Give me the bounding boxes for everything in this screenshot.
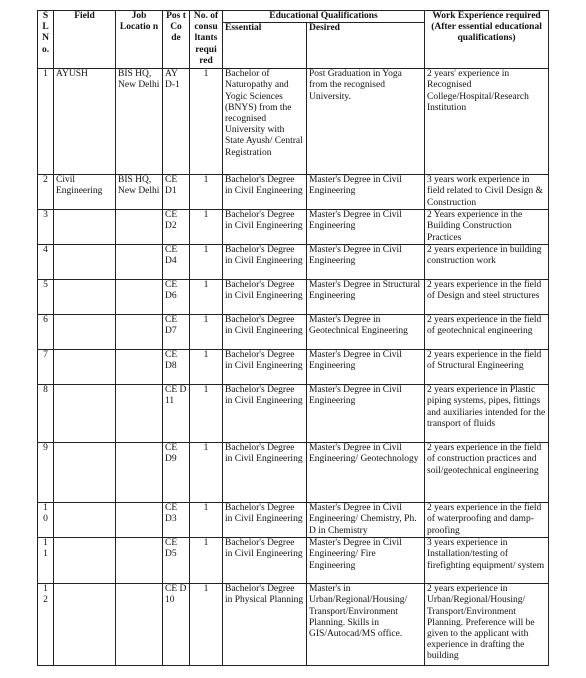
row-field [54, 350, 116, 385]
row-post: CE D4 [163, 245, 190, 280]
row-experience: 2 years experience in the field of Design and steel structures [425, 280, 549, 315]
table-row [38, 245, 549, 280]
row-essential: Bachelor's Degree in Civil Engineering [223, 315, 307, 350]
row-count: 1 [190, 210, 223, 245]
row-field [54, 584, 116, 666]
header-edu-qual: Educational Qualifications [223, 11, 425, 23]
row-count: 1 [190, 385, 223, 443]
row-count: 1 [190, 280, 223, 315]
row-experience: 2 years experience in the field of geotechnical engineering [425, 315, 549, 350]
row-location [116, 245, 163, 280]
header-work-exp: Work Experience required (After essential educational qualifications) [425, 11, 549, 69]
row-location [116, 443, 163, 503]
table-row [38, 443, 549, 503]
row-count: 1 [190, 175, 223, 210]
row-post: CE D2 [163, 210, 190, 245]
row-desired: Master's Degree in Civil Engineering [307, 175, 425, 210]
row-post: AY D-1 [163, 69, 190, 175]
row-count: 1 [190, 538, 223, 584]
row-essential: Bachelor's Degree in Civil Engineering [223, 385, 307, 443]
row-essential: Bachelor's Degree in Civil Engineering [223, 245, 307, 280]
row-desired: Master's Degree in Civil Engineering [307, 350, 425, 385]
row-count: 1 [190, 443, 223, 503]
row-experience: 2 years experience in the field of Structural Engineering [425, 350, 549, 385]
row-post: CE D 11 [163, 385, 190, 443]
row-experience: 2 years experience in building construction work [425, 245, 549, 280]
table-row [38, 584, 549, 666]
row-sno: 8 [38, 385, 54, 443]
header-essential: Essential [223, 23, 307, 69]
row-sno: 2 [38, 175, 54, 210]
row-sno: 5 [38, 280, 54, 315]
table-row [38, 315, 549, 350]
row-essential: Bachelor's Degree in Civil Engineering [223, 538, 307, 584]
row-essential: Bachelor of Naturopathy and Yogic Sciences (BNYS) from the recognised University with State Ayush/ Central Registration [223, 69, 307, 175]
table-row [38, 280, 549, 315]
row-sno: 9 [38, 443, 54, 503]
row-count: 1 [190, 69, 223, 175]
row-experience: 2 years' experience in Recognised College/Hospital/Research Institution [425, 69, 549, 175]
row-location [116, 350, 163, 385]
row-field [54, 385, 116, 443]
row-sno: 7 [38, 350, 54, 385]
row-post: CE D3 [163, 503, 190, 538]
row-location [116, 280, 163, 315]
row-sno: 1 1 [38, 538, 54, 584]
row-field [54, 315, 116, 350]
row-desired: Master's in Urban/Regional/Housing/ Transport/Environment Planning. Skills in GIS/Autocad/MS office. [307, 584, 425, 666]
row-count: 1 [190, 584, 223, 666]
table-row [38, 210, 549, 245]
row-essential: Bachelor's Degree in Civil Engineering [223, 443, 307, 503]
row-desired: Master's Degree in Geotechnical Engineering [307, 315, 425, 350]
row-sno: 1 [38, 69, 54, 175]
row-post: CE D8 [163, 350, 190, 385]
row-count: 1 [190, 245, 223, 280]
row-desired: Master's Degree in Civil Engineering/ Chemistry, Ph. D in Chemistry [307, 503, 425, 538]
row-post: CE D1 [163, 175, 190, 210]
row-desired: Post Graduation in Yoga from the recognised University. [307, 69, 425, 175]
row-sno: 4 [38, 245, 54, 280]
row-essential: Bachelor's Degree in Civil Engineering [223, 280, 307, 315]
row-experience: 3 years work experience in field related to Civil Design & Construction [425, 175, 549, 210]
row-field [54, 280, 116, 315]
row-experience: 2 Years experience in the Building Construction Practices [425, 210, 549, 245]
table-row [38, 538, 549, 584]
row-desired: Master's Degree in Civil Engineering [307, 245, 425, 280]
row-desired: Master's Degree in Civil Engineering [307, 210, 425, 245]
row-location [116, 385, 163, 443]
row-field: Civil Engineering [54, 175, 116, 210]
row-experience: 3 years experience in Installation/testing of firefighting equipment/ system [425, 538, 549, 584]
row-location: BIS HQ, New Delhi [116, 69, 163, 175]
row-location [116, 210, 163, 245]
row-desired: Master's Degree in Civil Engineering [307, 385, 425, 443]
row-field [54, 443, 116, 503]
row-field [54, 538, 116, 584]
row-post: CE D7 [163, 315, 190, 350]
table-row [38, 175, 549, 210]
header-field: Field [54, 11, 116, 69]
row-sno: 1 0 [38, 503, 54, 538]
table-row [38, 69, 549, 175]
table-row [38, 385, 549, 443]
row-location: BIS HQ, New Delhi [116, 175, 163, 210]
row-sno: 6 [38, 315, 54, 350]
row-location [116, 538, 163, 584]
row-field [54, 210, 116, 245]
row-count: 1 [190, 350, 223, 385]
row-field [54, 245, 116, 280]
row-count: 1 [190, 315, 223, 350]
table-row [38, 503, 549, 538]
table-row [38, 350, 549, 385]
header-sno: S L N o. [38, 11, 54, 69]
row-location [116, 503, 163, 538]
header-job-location: Job Locatio n [116, 11, 163, 69]
row-location [116, 584, 163, 666]
qualification-table [37, 10, 549, 666]
row-essential: Bachelor's Degree in Civil Engineering [223, 175, 307, 210]
row-sno: 1 2 [38, 584, 54, 666]
row-location [116, 315, 163, 350]
row-post: CE D9 [163, 443, 190, 503]
row-essential: Bachelor's Degree in Civil Engineering [223, 210, 307, 245]
row-post: CE D 10 [163, 584, 190, 666]
row-essential: Bachelor's Degree in Civil Engineering [223, 350, 307, 385]
row-experience: 2 years experience in Plastic piping systems, pipes, fittings and auxiliaries intended for the transport of fluids [425, 385, 549, 443]
header-consultants: No. of consu ltants requi red [190, 11, 223, 69]
row-sno: 3 [38, 210, 54, 245]
row-experience: 2 years experience in the field of waterproofing and damp-proofing [425, 503, 549, 538]
row-desired: Master's Degree in Structural Engineering [307, 280, 425, 315]
row-field: AYUSH [54, 69, 116, 175]
row-experience: 2 years experience in Urban/Regional/Housing/ Transport/Environment Planning. Preference will be given to the applicant with experience in drafting the building [425, 584, 549, 666]
header-desired: Desired [307, 23, 425, 69]
row-post: CE D5 [163, 538, 190, 584]
row-post: CE D6 [163, 280, 190, 315]
row-essential: Bachelor's Degree in Civil Engineering [223, 503, 307, 538]
row-field [54, 503, 116, 538]
header-post-code: Pos t Co de [163, 11, 190, 69]
row-desired: Master's Degree in Civil Engineering/ Fire Engineering [307, 538, 425, 584]
row-desired: Master's Degree in Civil Engineering/ Geotechnology [307, 443, 425, 503]
row-essential: Bachelor's Degree in Physical Planning [223, 584, 307, 666]
row-experience: 2 years experience in the field of construction practices and soil/geotechnical engineering [425, 443, 549, 503]
row-count: 1 [190, 503, 223, 538]
